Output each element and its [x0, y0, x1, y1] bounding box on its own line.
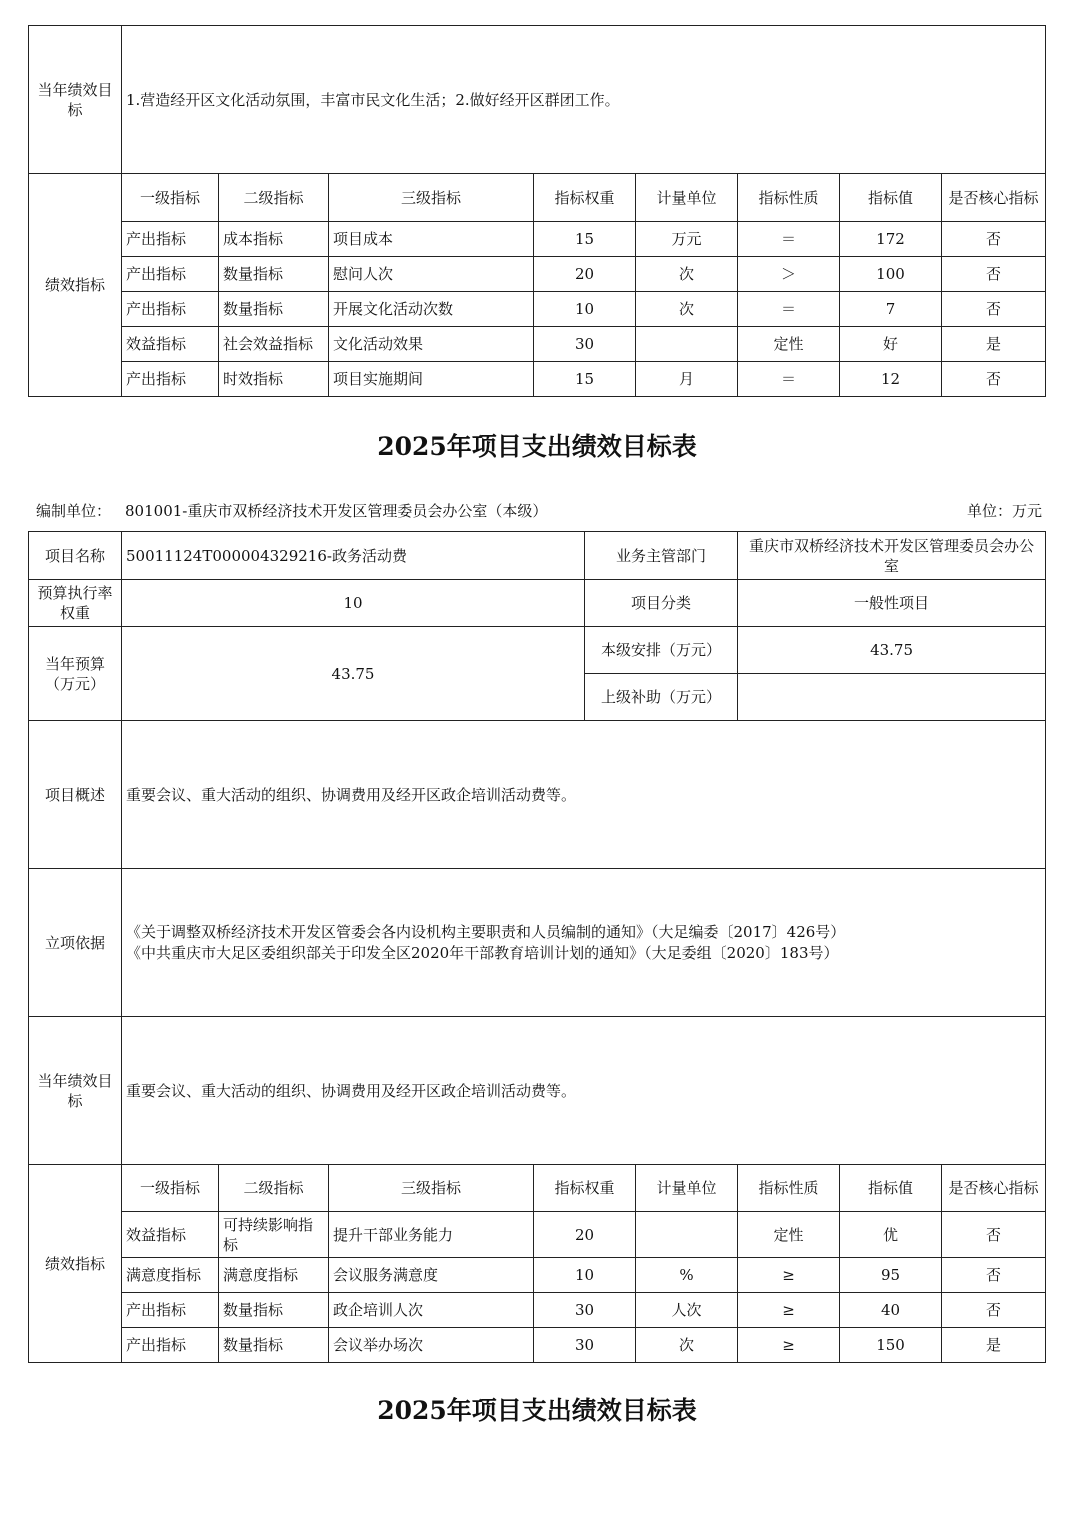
table-row: [29, 292, 1046, 327]
basis-line: 《关于调整双桥经济技术开发区管委会各内设机构主要职责和人员编制的通知》（大足编委〔2017〕426号）: [126, 922, 846, 941]
core-cell: 否: [942, 362, 1046, 397]
unit-cell: %: [636, 1258, 738, 1293]
level3-cell: 会议举办场次: [329, 1328, 534, 1363]
nature-cell: 定性: [738, 327, 840, 362]
header-cell: 三级指标: [329, 1165, 534, 1212]
level1-cell: 效益指标: [122, 1212, 219, 1258]
header-cell: 指标性质: [738, 174, 840, 222]
header-cell: 指标权重: [534, 174, 636, 222]
core-cell: 否: [942, 1212, 1046, 1258]
value-cell: 100: [840, 257, 942, 292]
goal-label: 当年绩效目标: [29, 1017, 122, 1165]
nature-cell: ＝: [738, 292, 840, 327]
core-cell: 否: [942, 222, 1046, 257]
goal-text: 重要会议、重大活动的组织、协调费用及经开区政企培训活动费等。: [122, 1017, 1046, 1165]
table-row: [29, 1212, 1046, 1258]
level3-cell: 文化活动效果: [329, 327, 534, 362]
overview-text: 重要会议、重大活动的组织、协调费用及经开区政企培训活动费等。: [122, 721, 1046, 869]
header-cell: 计量单位: [636, 174, 738, 222]
budget-label: 当年预算（万元）: [29, 627, 122, 721]
header-cell: 指标值: [840, 174, 942, 222]
level1-cell: 产出指标: [122, 362, 219, 397]
core-cell: 否: [942, 257, 1046, 292]
category-value: 一般性项目: [738, 580, 1046, 627]
header-cell: 一级指标: [122, 174, 219, 222]
weight-cell: 15: [534, 222, 636, 257]
table-row: [29, 1293, 1046, 1328]
level2-cell: 成本指标: [219, 222, 329, 257]
top-indicator-table: [28, 25, 1046, 397]
unit-cell: 人次: [636, 1293, 738, 1328]
value-cell: 7: [840, 292, 942, 327]
org-unit-value: 801001-重庆市双桥经济技术开发区管理委员会办公室（本级）: [125, 502, 548, 520]
nature-cell: ≥: [738, 1328, 840, 1363]
goal-label: 当年绩效目标: [29, 26, 122, 174]
level2-cell: 可持续影响指标: [219, 1212, 329, 1258]
project-name-label: 项目名称: [29, 532, 122, 580]
level3-cell: 提升干部业务能力: [329, 1212, 534, 1258]
header-cell: 是否核心指标: [942, 1165, 1046, 1212]
org-unit-line: [36, 500, 547, 521]
org-unit-label: 编制单位：: [36, 502, 112, 520]
table-row: [29, 1258, 1046, 1293]
header-cell: 是否核心指标: [942, 174, 1046, 222]
weight-cell: 20: [534, 257, 636, 292]
goal-text: 1.营造经开区文化活动氛围，丰富市民文化生活；2.做好经开区群团工作。: [122, 26, 1046, 174]
indicators-label: 绩效指标: [29, 1165, 122, 1363]
level1-cell: 效益指标: [122, 327, 219, 362]
unit-cell: 月: [636, 362, 738, 397]
nature-cell: ＞: [738, 257, 840, 292]
level1-cell: 产出指标: [122, 257, 219, 292]
header-cell: 二级指标: [219, 1165, 329, 1212]
upper-label: 上级补助（万元）: [585, 674, 738, 721]
nature-cell: ＝: [738, 222, 840, 257]
table-row: [29, 327, 1046, 362]
level2-cell: 满意度指标: [219, 1258, 329, 1293]
header-cell: 三级指标: [329, 174, 534, 222]
level1-cell: 满意度指标: [122, 1258, 219, 1293]
overview-label: 项目概述: [29, 721, 122, 869]
level2-cell: 数量指标: [219, 1293, 329, 1328]
table-row: [29, 257, 1046, 292]
unit-cell: 次: [636, 1328, 738, 1363]
dept-value: 重庆市双桥经济技术开发区管理委员会办公室: [738, 532, 1046, 580]
level3-cell: 政企培训人次: [329, 1293, 534, 1328]
header-cell: 指标性质: [738, 1165, 840, 1212]
weight-cell: 10: [534, 1258, 636, 1293]
basis-text: [122, 869, 1046, 1017]
core-cell: 否: [942, 1293, 1046, 1328]
level1-cell: 产出指标: [122, 222, 219, 257]
level3-cell: 会议服务满意度: [329, 1258, 534, 1293]
local-label: 本级安排（万元）: [585, 627, 738, 674]
indicators-label: 绩效指标: [29, 174, 122, 397]
basis-line: 《中共重庆市大足区委组织部关于印发全区2020年干部教育培训计划的通知》（大足委组〔2020〕183号）: [126, 943, 839, 962]
level1-cell: 产出指标: [122, 1293, 219, 1328]
level3-cell: 慰问人次: [329, 257, 534, 292]
weight-cell: 30: [534, 1328, 636, 1363]
unit-cell: [636, 327, 738, 362]
project-table: [28, 531, 1046, 1363]
weight-cell: 30: [534, 327, 636, 362]
rate-value: 10: [122, 580, 585, 627]
value-cell: 好: [840, 327, 942, 362]
table-row: [29, 222, 1046, 257]
category-label: 项目分类: [585, 580, 738, 627]
dept-label: 业务主管部门: [585, 532, 738, 580]
level2-cell: 数量指标: [219, 292, 329, 327]
level2-cell: 数量指标: [219, 257, 329, 292]
weight-cell: 30: [534, 1293, 636, 1328]
nature-cell: ≥: [738, 1293, 840, 1328]
value-cell: 40: [840, 1293, 942, 1328]
table-row: [29, 1328, 1046, 1363]
rate-label: 预算执行率权重: [29, 580, 122, 627]
unit-cell: 次: [636, 257, 738, 292]
value-cell: 12: [840, 362, 942, 397]
level3-cell: 项目成本: [329, 222, 534, 257]
level3-cell: 项目实施期间: [329, 362, 534, 397]
header-cell: 计量单位: [636, 1165, 738, 1212]
basis-label: 立项依据: [29, 869, 122, 1017]
project-name-value: 50011124T000004329216-政务活动费: [122, 532, 585, 580]
value-cell: 150: [840, 1328, 942, 1363]
nature-cell: ＝: [738, 362, 840, 397]
core-cell: 是: [942, 1328, 1046, 1363]
header-cell: 二级指标: [219, 174, 329, 222]
unit-cell: 次: [636, 292, 738, 327]
value-cell: 95: [840, 1258, 942, 1293]
page-title: 2025年项目支出绩效目标表: [377, 432, 697, 461]
header-cell: 指标权重: [534, 1165, 636, 1212]
budget-value: 43.75: [122, 627, 585, 721]
weight-cell: 15: [534, 362, 636, 397]
core-cell: 否: [942, 292, 1046, 327]
currency-unit: 单位：万元: [966, 502, 1042, 520]
level1-cell: 产出指标: [122, 1328, 219, 1363]
weight-cell: 10: [534, 292, 636, 327]
core-cell: 否: [942, 1258, 1046, 1293]
level2-cell: 社会效益指标: [219, 327, 329, 362]
table-row: [29, 362, 1046, 397]
level1-cell: 产出指标: [122, 292, 219, 327]
nature-cell: ≥: [738, 1258, 840, 1293]
level2-cell: 数量指标: [219, 1328, 329, 1363]
local-value: 43.75: [738, 627, 1046, 674]
page-title-next: 2025年项目支出绩效目标表: [377, 1396, 697, 1425]
level2-cell: 时效指标: [219, 362, 329, 397]
weight-cell: 20: [534, 1212, 636, 1258]
unit-cell: 万元: [636, 222, 738, 257]
core-cell: 是: [942, 327, 1046, 362]
nature-cell: 定性: [738, 1212, 840, 1258]
unit-cell: [636, 1212, 738, 1258]
header-cell: 一级指标: [122, 1165, 219, 1212]
header-cell: 指标值: [840, 1165, 942, 1212]
upper-value: [738, 674, 1046, 721]
value-cell: 优: [840, 1212, 942, 1258]
value-cell: 172: [840, 222, 942, 257]
level3-cell: 开展文化活动次数: [329, 292, 534, 327]
